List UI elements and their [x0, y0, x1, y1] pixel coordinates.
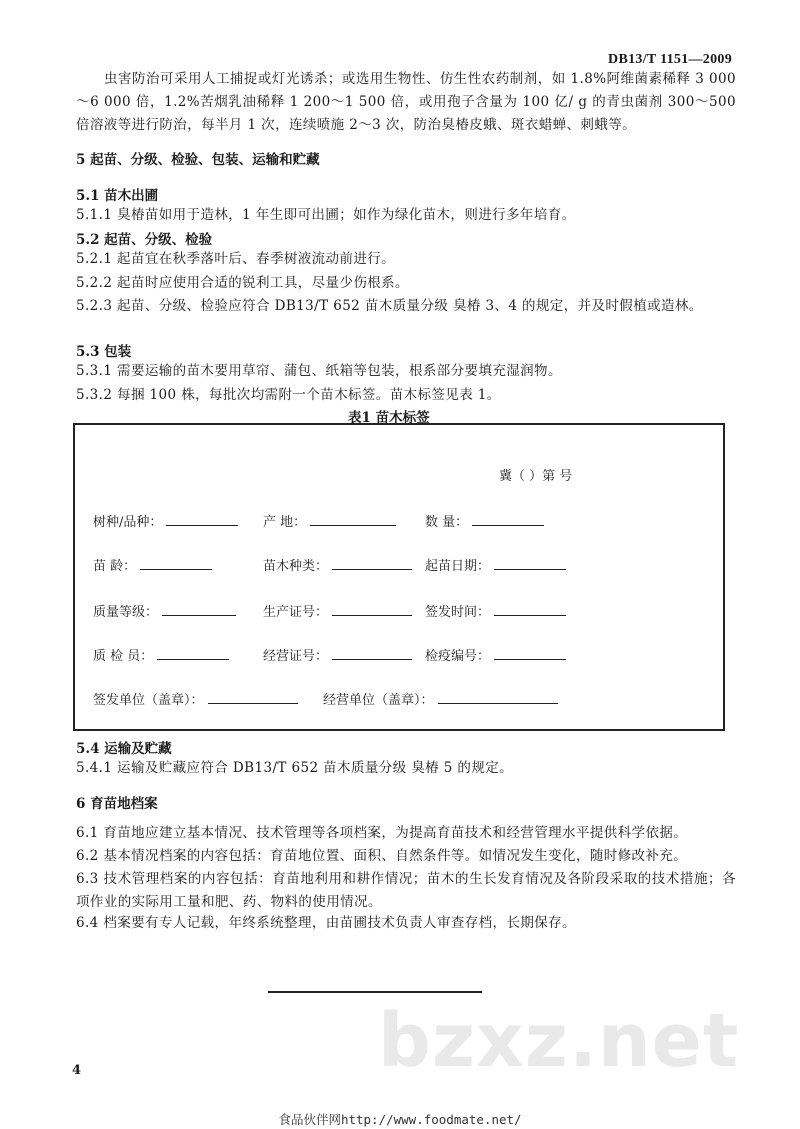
field-species-blank — [166, 513, 238, 526]
field-quarantine-no-label: 检疫编号： — [425, 649, 491, 664]
field-quantity-blank — [472, 513, 544, 526]
section-5-4-heading: 5.4 运输及贮藏 — [76, 741, 172, 757]
field-business-license — [263, 645, 412, 664]
clause-5-3-2: 5.3.2 每捆 100 株，每批次均需附一个苗木标签。苗木标签见表 1。 — [76, 387, 501, 403]
field-production-license-blank — [332, 603, 412, 616]
clause-5-4-1: 5.4.1 运输及贮藏应符合 DB13/T 652 苗木质量分级 臭椿 5 的规定。 — [76, 760, 514, 776]
field-age-label: 苗 龄： — [93, 559, 137, 574]
clause-5-3-1: 5.3.1 需要运输的苗木要用草帘、蒲包、纸箱等包装，根系部分要填充湿润物。 — [76, 363, 562, 379]
clause-5-2-3: 5.2.3 起苗、分级、检验应符合 DB13/T 652 苗木质量分级 臭椿 3、4 的规定，并及时假植或造林。 — [76, 298, 703, 314]
clause-6-3: 6.3 技术管理档案的内容包括：育苗地利用和耕作情况；苗木的生长发育情况及各阶段采取的技术措施；各项作业的实际用工量和肥、药、物料的使用情况。 — [76, 871, 736, 910]
field-inspector-blank — [157, 647, 229, 660]
field-issuer-unit-blank — [208, 691, 298, 704]
field-age-blank — [140, 557, 212, 570]
seedling-label-table — [73, 423, 725, 731]
field-issue-time-label: 签发时间： — [425, 605, 491, 620]
section-5-1-heading: 5.1 苗木出圃 — [76, 188, 159, 204]
section-5-3-heading: 5.3 包装 — [76, 344, 132, 360]
clause-6-4: 6.4 档案要有专人记载，年终系统整理，由苗圃技术负责人审查存档，长期保存。 — [76, 915, 576, 931]
field-lift-date-blank — [494, 557, 566, 570]
field-seedling-type-blank — [332, 557, 412, 570]
field-grade-label: 质量等级： — [93, 605, 159, 620]
document-code: DB13/T 1151—2009 — [608, 52, 732, 67]
field-business-license-blank — [332, 647, 412, 660]
field-operator-unit-blank — [438, 691, 558, 704]
field-seedling-type-label: 苗木种类： — [263, 559, 329, 574]
intro-paragraph: 虫害防治可采用人工捕捉或灯光诱杀；或选用生物性、仿生性农药制剂，如 1.8%阿维菌素稀释 3 000 ～6 000 倍，1.2%苦烟乳油稀释 1 200～1 500 倍，或用孢子含量为 100 亿/ g 的青虫菌剂 300～500 倍溶液等进行防治，每半月 1 次，连续喷施 2～3 次，防治臭椿皮蛾、斑衣蜡蝉、刺蛾等。 — [76, 71, 736, 133]
field-issuer-unit-label: 签发单位（盖章）： — [93, 693, 204, 708]
field-issue-time-blank — [494, 603, 566, 616]
field-grade-blank — [162, 603, 236, 616]
end-rule — [268, 991, 482, 993]
field-lift-date-label: 起苗日期： — [425, 559, 491, 574]
field-origin-label: 产 地： — [263, 515, 307, 530]
field-issue-time — [425, 601, 566, 620]
field-operator-unit — [323, 689, 558, 708]
field-origin-blank — [310, 513, 396, 526]
clause-5-2-1: 5.2.1 起苗宜在秋季落叶后、春季树液流动前进行。 — [76, 251, 396, 267]
field-seedling-type — [263, 555, 412, 574]
field-quarantine-no — [425, 645, 566, 664]
field-issuer-unit — [93, 689, 298, 708]
page-number: 4 — [72, 1063, 82, 1078]
field-production-license-label: 生产证号： — [263, 605, 329, 620]
table-1-title: 表1 苗木标签 — [348, 410, 430, 426]
section-5-2-heading: 5.2 起苗、分级、检验 — [76, 232, 213, 248]
field-species-label: 树种/品种： — [93, 515, 163, 530]
field-production-license — [263, 601, 412, 620]
field-lift-date — [425, 555, 566, 574]
field-quantity — [425, 511, 544, 530]
field-quarantine-no-blank — [494, 647, 566, 660]
field-age — [93, 555, 212, 574]
footer-site-link[interactable]: 食品伙伴网http://www.foodmate.net/ — [278, 1112, 522, 1127]
field-inspector — [93, 645, 229, 664]
field-quantity-label: 数 量： — [425, 515, 469, 530]
watermark: bzxz.net — [378, 998, 740, 1084]
field-origin — [263, 511, 396, 530]
section-6-heading: 6 育苗地档案 — [76, 796, 158, 812]
label-serial-number: 冀（ ）第 号 — [499, 469, 573, 484]
clause-5-1-1: 5.1.1 臭椿苗如用于造林，1 年生即可出圃；如作为绿化苗木，则进行多年培育。 — [76, 207, 576, 223]
section-5-heading: 5 起苗、分级、检验、包装、运输和贮藏 — [76, 152, 320, 168]
field-operator-unit-label: 经营单位（盖章）： — [323, 693, 434, 708]
field-business-license-label: 经营证号： — [263, 649, 329, 664]
field-inspector-label: 质 检 员： — [93, 649, 154, 664]
clause-5-2-2: 5.2.2 起苗时应使用合适的锐利工具，尽量少伤根系。 — [76, 275, 409, 291]
field-species — [93, 511, 238, 530]
clause-6-2: 6.2 基本情况档案的内容包括：育苗地位置、面积、自然条件等。如情况发生变化，随时修改补充。 — [76, 848, 688, 864]
field-grade — [93, 601, 236, 620]
clause-6-1: 6.1 育苗地应建立基本情况、技术管理等各项档案，为提高育苗技术和经营管理水平提供科学依据。 — [76, 825, 688, 841]
